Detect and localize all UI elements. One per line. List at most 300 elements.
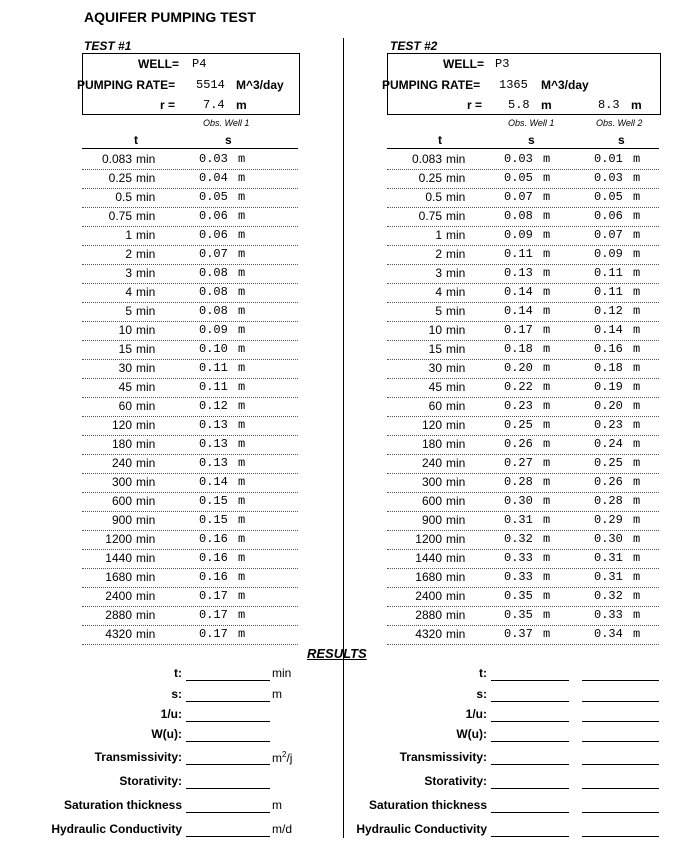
table-cell-s-unit: m xyxy=(543,570,551,584)
table-cell-time-unit: min xyxy=(446,551,466,565)
test1-r-value[interactable]: 7.4 xyxy=(203,98,225,112)
table-cell-s-unit: m xyxy=(633,608,641,622)
table-cell-time: 180 xyxy=(111,437,132,451)
test2-obs-well-1: Obs. Well 1 xyxy=(508,118,555,128)
table-cell-time: 60 xyxy=(428,399,442,413)
table-cell-time: 0.75 xyxy=(108,209,132,223)
table-cell-s-unit: m xyxy=(238,209,246,223)
table-row-rule xyxy=(82,264,298,265)
table-cell-s1[interactable]: 0.06 xyxy=(199,209,228,223)
table-cell-time: 3 xyxy=(125,266,132,280)
result-input-line-1[interactable] xyxy=(491,812,569,813)
table-cell-s-unit: m xyxy=(238,608,246,622)
result-label: s: xyxy=(476,687,487,701)
table-cell-s-unit: m xyxy=(543,437,551,451)
table-cell-time-unit: min xyxy=(446,589,466,603)
result-label: W(u): xyxy=(456,727,487,741)
table-cell-s1[interactable]: 0.27 xyxy=(504,456,533,470)
result-label: Storativity: xyxy=(119,774,182,788)
result-input-line[interactable] xyxy=(186,764,270,765)
table-cell-s1[interactable]: 0.08 xyxy=(504,209,533,223)
table-cell-s-unit: m xyxy=(543,494,551,508)
table-cell-time: 2 xyxy=(125,247,132,261)
table-cell-time: 4 xyxy=(125,285,132,299)
table-cell-s-unit: m xyxy=(633,171,641,185)
table-cell-s-unit: m xyxy=(543,304,551,318)
table-cell-s2[interactable]: 0.23 xyxy=(594,418,623,432)
table-cell-s1[interactable]: 0.28 xyxy=(504,475,533,489)
table-row-rule xyxy=(82,378,298,379)
table-cell-s1[interactable]: 0.05 xyxy=(199,190,228,204)
table-cell-s-unit: m xyxy=(238,475,246,489)
result-unit: m/d xyxy=(272,822,293,836)
table-cell-time-unit: min xyxy=(136,266,156,280)
table-cell-s1[interactable]: 0.05 xyxy=(504,171,533,185)
table-cell-time: 900 xyxy=(421,513,442,527)
table-cell-time-unit: min xyxy=(136,608,156,622)
table-cell-s-unit: m xyxy=(238,589,246,603)
table-row-rule xyxy=(82,530,298,531)
table-cell-s-unit: m xyxy=(633,551,641,565)
table-cell-s-unit: m xyxy=(543,342,551,356)
result-label: Storativity: xyxy=(424,774,487,788)
table-cell-time-unit: min xyxy=(446,437,466,451)
table-cell-s1[interactable]: 0.18 xyxy=(504,342,533,356)
table-cell-s1[interactable]: 0.17 xyxy=(199,627,228,641)
table-cell-s1[interactable]: 0.31 xyxy=(504,513,533,527)
table-cell-time-unit: min xyxy=(446,266,466,280)
result-input-line-2[interactable] xyxy=(582,741,659,742)
table-cell-s-unit: m xyxy=(543,513,551,527)
table-cell-s-unit: m xyxy=(238,456,246,470)
table-cell-time: 1440 xyxy=(415,551,442,565)
table-row-rule xyxy=(387,473,659,474)
table-row-rule xyxy=(387,188,659,189)
table-cell-s1[interactable]: 0.11 xyxy=(199,361,228,375)
result-input-line-1[interactable] xyxy=(491,764,569,765)
result-input-line[interactable] xyxy=(186,701,270,702)
table-cell-s2[interactable]: 0.29 xyxy=(594,513,623,527)
table-cell-s-unit: m xyxy=(543,456,551,470)
table-cell-time-unit: min xyxy=(136,399,156,413)
result-unit: m xyxy=(272,687,282,701)
test1-well-label: WELL= xyxy=(138,57,179,71)
table-cell-s-unit: m xyxy=(633,152,641,166)
table-cell-time-unit: min xyxy=(446,171,466,185)
table-cell-s-unit: m xyxy=(238,190,246,204)
test2-rate-label: PUMPING RATE= xyxy=(382,78,481,92)
table-cell-s1[interactable]: 0.04 xyxy=(199,171,228,185)
table-cell-time-unit: min xyxy=(446,532,466,546)
table-cell-s2[interactable]: 0.07 xyxy=(594,228,623,242)
table-cell-s1[interactable]: 0.30 xyxy=(504,494,533,508)
table-cell-time: 0.25 xyxy=(418,171,442,185)
result-input-line[interactable] xyxy=(186,721,270,722)
result-input-line[interactable] xyxy=(186,680,270,681)
table-cell-s2[interactable]: 0.24 xyxy=(594,437,623,451)
table-cell-s2[interactable]: 0.25 xyxy=(594,456,623,470)
table-cell-s-unit: m xyxy=(543,418,551,432)
result-input-line-2[interactable] xyxy=(582,788,659,789)
table-cell-s2[interactable]: 0.32 xyxy=(594,589,623,603)
table-cell-s-unit: m xyxy=(633,627,641,641)
results-heading: RESULTS xyxy=(307,646,367,661)
test-divider xyxy=(343,38,344,838)
table-cell-s2[interactable]: 0.20 xyxy=(594,399,623,413)
table-cell-s1[interactable]: 0.35 xyxy=(504,608,533,622)
table-cell-s2[interactable]: 0.12 xyxy=(594,304,623,318)
table-cell-s2[interactable]: 0.16 xyxy=(594,342,623,356)
test2-well-value[interactable]: P3 xyxy=(495,57,510,71)
table-cell-time: 10 xyxy=(118,323,132,337)
test1-well-value[interactable]: P4 xyxy=(192,57,207,71)
table-cell-time: 10 xyxy=(428,323,442,337)
table-cell-time: 180 xyxy=(421,437,442,451)
table-cell-time: 2400 xyxy=(105,589,132,603)
test2-col-s2: s xyxy=(618,133,625,147)
test2-r1-value[interactable]: 5.8 xyxy=(508,98,530,112)
table-cell-s1[interactable]: 0.13 xyxy=(504,266,533,280)
table-cell-s-unit: m xyxy=(238,399,246,413)
table-cell-time: 2880 xyxy=(105,608,132,622)
test2-rate-unit: M^3/day xyxy=(541,78,589,92)
table-cell-time: 45 xyxy=(428,380,442,394)
test2-r2-value[interactable]: 8.3 xyxy=(598,98,620,112)
table-cell-s-unit: m xyxy=(238,380,246,394)
table-cell-s2[interactable]: 0.14 xyxy=(594,323,623,337)
result-input-line-1[interactable] xyxy=(491,741,569,742)
result-input-line-2[interactable] xyxy=(582,680,659,681)
table-cell-s1[interactable]: 0.11 xyxy=(504,247,533,261)
result-input-line-1[interactable] xyxy=(491,788,569,789)
table-row-rule xyxy=(82,587,298,588)
table-cell-s1[interactable]: 0.14 xyxy=(504,285,533,299)
table-cell-s1[interactable]: 0.25 xyxy=(504,418,533,432)
table-cell-s1[interactable]: 0.14 xyxy=(199,475,228,489)
table-cell-time: 0.083 xyxy=(101,152,132,166)
table-cell-s1[interactable]: 0.15 xyxy=(199,513,228,527)
table-cell-time-unit: min xyxy=(446,152,466,166)
table-cell-s-unit: m xyxy=(238,551,246,565)
table-row-rule xyxy=(387,587,659,588)
table-cell-time-unit: min xyxy=(446,608,466,622)
table-cell-s1[interactable]: 0.10 xyxy=(199,342,228,356)
table-cell-s1[interactable]: 0.08 xyxy=(199,304,228,318)
table-row-rule xyxy=(387,397,659,398)
table-cell-time-unit: min xyxy=(136,627,156,641)
table-cell-time-unit: min xyxy=(136,209,156,223)
table-cell-time-unit: min xyxy=(136,551,156,565)
table-cell-s-unit: m xyxy=(633,399,641,413)
table-cell-s2[interactable]: 0.09 xyxy=(594,247,623,261)
test1-rate-value[interactable]: 5514 xyxy=(196,78,225,92)
result-label: t: xyxy=(174,666,182,680)
table-cell-s1[interactable]: 0.17 xyxy=(199,589,228,603)
table-cell-s-unit: m xyxy=(543,190,551,204)
result-label: Hydraulic Conductivity xyxy=(356,822,487,836)
table-row-rule xyxy=(82,644,298,645)
table-cell-time-unit: min xyxy=(446,627,466,641)
table-cell-s1[interactable]: 0.16 xyxy=(199,532,228,546)
table-row-rule xyxy=(82,283,298,284)
test2-well-label: WELL= xyxy=(443,57,484,71)
table-cell-time: 0.75 xyxy=(418,209,442,223)
table-cell-time-unit: min xyxy=(446,475,466,489)
result-input-line-1[interactable] xyxy=(491,836,569,837)
table-row-rule xyxy=(82,416,298,417)
result-label: Saturation thickness xyxy=(368,798,487,812)
table-row-rule xyxy=(82,245,298,246)
table-cell-time: 600 xyxy=(111,494,132,508)
table-cell-time: 3 xyxy=(435,266,442,280)
test2-rate-value[interactable]: 1365 xyxy=(499,78,528,92)
result-input-line-2[interactable] xyxy=(582,764,659,765)
table-row-rule xyxy=(387,169,659,170)
table-cell-s1[interactable]: 0.09 xyxy=(504,228,533,242)
table-cell-time: 300 xyxy=(111,475,132,489)
table-cell-s-unit: m xyxy=(543,380,551,394)
result-input-line-2[interactable] xyxy=(582,721,659,722)
table-cell-s1[interactable]: 0.17 xyxy=(199,608,228,622)
table-cell-s-unit: m xyxy=(238,285,246,299)
table-cell-time: 300 xyxy=(421,475,442,489)
table-cell-s2[interactable]: 0.11 xyxy=(594,266,623,280)
table-row-rule xyxy=(82,359,298,360)
table-cell-s-unit: m xyxy=(543,627,551,641)
table-cell-time: 2400 xyxy=(415,589,442,603)
table-cell-s1[interactable]: 0.37 xyxy=(504,627,533,641)
table-cell-s1[interactable]: 0.23 xyxy=(504,399,533,413)
table-cell-time: 0.5 xyxy=(425,190,442,204)
table-cell-s-unit: m xyxy=(238,323,246,337)
table-cell-s1[interactable]: 0.06 xyxy=(199,228,228,242)
test2-r-label: r = xyxy=(467,98,483,112)
table-cell-s-unit: m xyxy=(238,494,246,508)
result-label: 1/u: xyxy=(160,707,182,721)
result-unit: m xyxy=(272,798,282,812)
table-row-rule xyxy=(82,321,298,322)
table-cell-s-unit: m xyxy=(633,456,641,470)
result-input-line-1[interactable] xyxy=(491,680,569,681)
table-row-rule xyxy=(82,435,298,436)
table-cell-s2[interactable]: 0.31 xyxy=(594,551,623,565)
table-cell-s1[interactable]: 0.08 xyxy=(199,266,228,280)
table-row-rule xyxy=(82,511,298,512)
table-cell-s-unit: m xyxy=(238,228,246,242)
table-cell-s1[interactable]: 0.12 xyxy=(199,399,228,413)
table-cell-s1[interactable]: 0.03 xyxy=(504,152,533,166)
table-cell-s1[interactable]: 0.11 xyxy=(199,380,228,394)
table-cell-time: 900 xyxy=(111,513,132,527)
table-cell-s1[interactable]: 0.13 xyxy=(199,418,228,432)
table-cell-s1[interactable]: 0.09 xyxy=(199,323,228,337)
test1-col-t: t xyxy=(134,133,138,147)
result-input-line[interactable] xyxy=(186,741,270,742)
table-cell-s2[interactable]: 0.18 xyxy=(594,361,623,375)
table-cell-s1[interactable]: 0.16 xyxy=(199,551,228,565)
table-cell-time-unit: min xyxy=(446,456,466,470)
table-cell-s-unit: m xyxy=(633,380,641,394)
result-input-line-1[interactable] xyxy=(491,701,569,702)
table-cell-s1[interactable]: 0.13 xyxy=(199,437,228,451)
table-row-rule xyxy=(387,606,659,607)
table-cell-time: 30 xyxy=(118,361,132,375)
table-cell-s1[interactable]: 0.26 xyxy=(504,437,533,451)
table-row-rule xyxy=(82,169,298,170)
test1-label: TEST #1 xyxy=(84,39,132,53)
table-cell-time: 240 xyxy=(111,456,132,470)
table-cell-s2[interactable]: 0.06 xyxy=(594,209,623,223)
table-cell-time-unit: min xyxy=(446,399,466,413)
table-cell-time: 5 xyxy=(125,304,132,318)
table-cell-time: 30 xyxy=(428,361,442,375)
table-row-rule xyxy=(387,245,659,246)
table-row-rule xyxy=(82,568,298,569)
table-row-rule xyxy=(387,207,659,208)
result-input-line-1[interactable] xyxy=(491,721,569,722)
table-cell-s-unit: m xyxy=(633,190,641,204)
table-cell-s-unit: m xyxy=(238,152,246,166)
result-label: Hydraulic Conductivity xyxy=(51,822,182,836)
table-cell-s2[interactable]: 0.01 xyxy=(594,152,623,166)
table-cell-s2[interactable]: 0.05 xyxy=(594,190,623,204)
table-cell-time-unit: min xyxy=(446,190,466,204)
table-cell-s1[interactable]: 0.14 xyxy=(504,304,533,318)
table-cell-time-unit: min xyxy=(136,570,156,584)
table-cell-s2[interactable]: 0.03 xyxy=(594,171,623,185)
table-row-rule xyxy=(387,359,659,360)
table-cell-s-unit: m xyxy=(543,532,551,546)
table-cell-s1[interactable]: 0.16 xyxy=(199,570,228,584)
table-cell-s-unit: m xyxy=(633,209,641,223)
table-cell-s-unit: m xyxy=(633,266,641,280)
table-cell-time: 120 xyxy=(111,418,132,432)
table-cell-s-unit: m xyxy=(238,304,246,318)
table-cell-s-unit: m xyxy=(238,247,246,261)
table-cell-time: 15 xyxy=(118,342,132,356)
result-unit: min xyxy=(272,666,292,680)
table-row-rule xyxy=(387,435,659,436)
table-cell-s-unit: m xyxy=(633,228,641,242)
table-cell-s-unit: m xyxy=(543,399,551,413)
table-row-rule xyxy=(82,207,298,208)
table-cell-s-unit: m xyxy=(238,627,246,641)
table-cell-time-unit: min xyxy=(136,304,156,318)
result-input-line[interactable] xyxy=(186,812,270,813)
table-row-rule xyxy=(82,397,298,398)
table-cell-s-unit: m xyxy=(633,475,641,489)
table-cell-s2[interactable]: 0.28 xyxy=(594,494,623,508)
table-cell-s2[interactable]: 0.19 xyxy=(594,380,623,394)
table-cell-s-unit: m xyxy=(238,437,246,451)
table-cell-time-unit: min xyxy=(446,323,466,337)
table-cell-s1[interactable]: 0.32 xyxy=(504,532,533,546)
result-input-line-2[interactable] xyxy=(582,701,659,702)
table-cell-time-unit: min xyxy=(446,570,466,584)
table-cell-s2[interactable]: 0.11 xyxy=(594,285,623,299)
table-cell-s1[interactable]: 0.33 xyxy=(504,570,533,584)
table-cell-time: 1680 xyxy=(415,570,442,584)
table-cell-s-unit: m xyxy=(633,304,641,318)
table-cell-s-unit: m xyxy=(633,513,641,527)
table-cell-s-unit: m xyxy=(238,171,246,185)
table-row-rule xyxy=(387,568,659,569)
result-input-line-2[interactable] xyxy=(582,812,659,813)
table-row-rule xyxy=(82,340,298,341)
table-cell-time: 5 xyxy=(435,304,442,318)
table-cell-s-unit: m xyxy=(543,323,551,337)
table-cell-s1[interactable]: 0.13 xyxy=(199,456,228,470)
table-cell-time: 0.083 xyxy=(411,152,442,166)
table-cell-s1[interactable]: 0.08 xyxy=(199,285,228,299)
table-cell-time-unit: min xyxy=(136,342,156,356)
result-input-line[interactable] xyxy=(186,836,270,837)
result-label: s: xyxy=(171,687,182,701)
table-cell-s1[interactable]: 0.07 xyxy=(199,247,228,261)
table-row-rule xyxy=(387,625,659,626)
table-cell-s-unit: m xyxy=(238,513,246,527)
table-cell-s2[interactable]: 0.26 xyxy=(594,475,623,489)
table-cell-s2[interactable]: 0.31 xyxy=(594,570,623,584)
table-cell-s2[interactable]: 0.30 xyxy=(594,532,623,546)
table-cell-time-unit: min xyxy=(136,456,156,470)
table-cell-s-unit: m xyxy=(633,437,641,451)
table-cell-s1[interactable]: 0.35 xyxy=(504,589,533,603)
table-cell-s-unit: m xyxy=(543,228,551,242)
table-cell-s1[interactable]: 0.15 xyxy=(199,494,228,508)
table-row-rule xyxy=(387,226,659,227)
table-cell-s1[interactable]: 0.17 xyxy=(504,323,533,337)
table-cell-s-unit: m xyxy=(633,247,641,261)
table-cell-s2[interactable]: 0.34 xyxy=(594,627,623,641)
table-cell-s-unit: m xyxy=(543,285,551,299)
table-cell-s-unit: m xyxy=(543,266,551,280)
table-cell-time-unit: min xyxy=(136,418,156,432)
table-cell-s-unit: m xyxy=(633,418,641,432)
table-cell-time-unit: min xyxy=(446,247,466,261)
table-row-rule xyxy=(387,264,659,265)
table-cell-s1[interactable]: 0.33 xyxy=(504,551,533,565)
test1-r-unit: m xyxy=(236,98,247,112)
table-cell-s-unit: m xyxy=(543,209,551,223)
table-cell-time-unit: min xyxy=(446,361,466,375)
table-cell-s-unit: m xyxy=(633,589,641,603)
table-cell-s1[interactable]: 0.22 xyxy=(504,380,533,394)
table-cell-s-unit: m xyxy=(633,285,641,299)
table-cell-time-unit: min xyxy=(446,304,466,318)
result-input-line[interactable] xyxy=(186,788,270,789)
table-cell-time-unit: min xyxy=(446,285,466,299)
test2-label: TEST #2 xyxy=(390,39,438,53)
test2-col-s1: s xyxy=(528,133,535,147)
table-row-rule xyxy=(82,625,298,626)
table-row-rule xyxy=(387,530,659,531)
table-cell-s2[interactable]: 0.33 xyxy=(594,608,623,622)
table-cell-time: 2 xyxy=(435,247,442,261)
table-cell-s1[interactable]: 0.20 xyxy=(504,361,533,375)
table-row-rule xyxy=(387,340,659,341)
table-cell-time: 2880 xyxy=(415,608,442,622)
result-input-line-2[interactable] xyxy=(582,836,659,837)
table-cell-time-unit: min xyxy=(136,171,156,185)
table-cell-s1[interactable]: 0.07 xyxy=(504,190,533,204)
table-cell-time-unit: min xyxy=(136,475,156,489)
table-cell-s1[interactable]: 0.03 xyxy=(199,152,228,166)
result-label: Transmissivity: xyxy=(94,750,182,764)
table-cell-time: 0.25 xyxy=(108,171,132,185)
result-label: Saturation thickness xyxy=(63,798,182,812)
table-cell-time-unit: min xyxy=(136,532,156,546)
